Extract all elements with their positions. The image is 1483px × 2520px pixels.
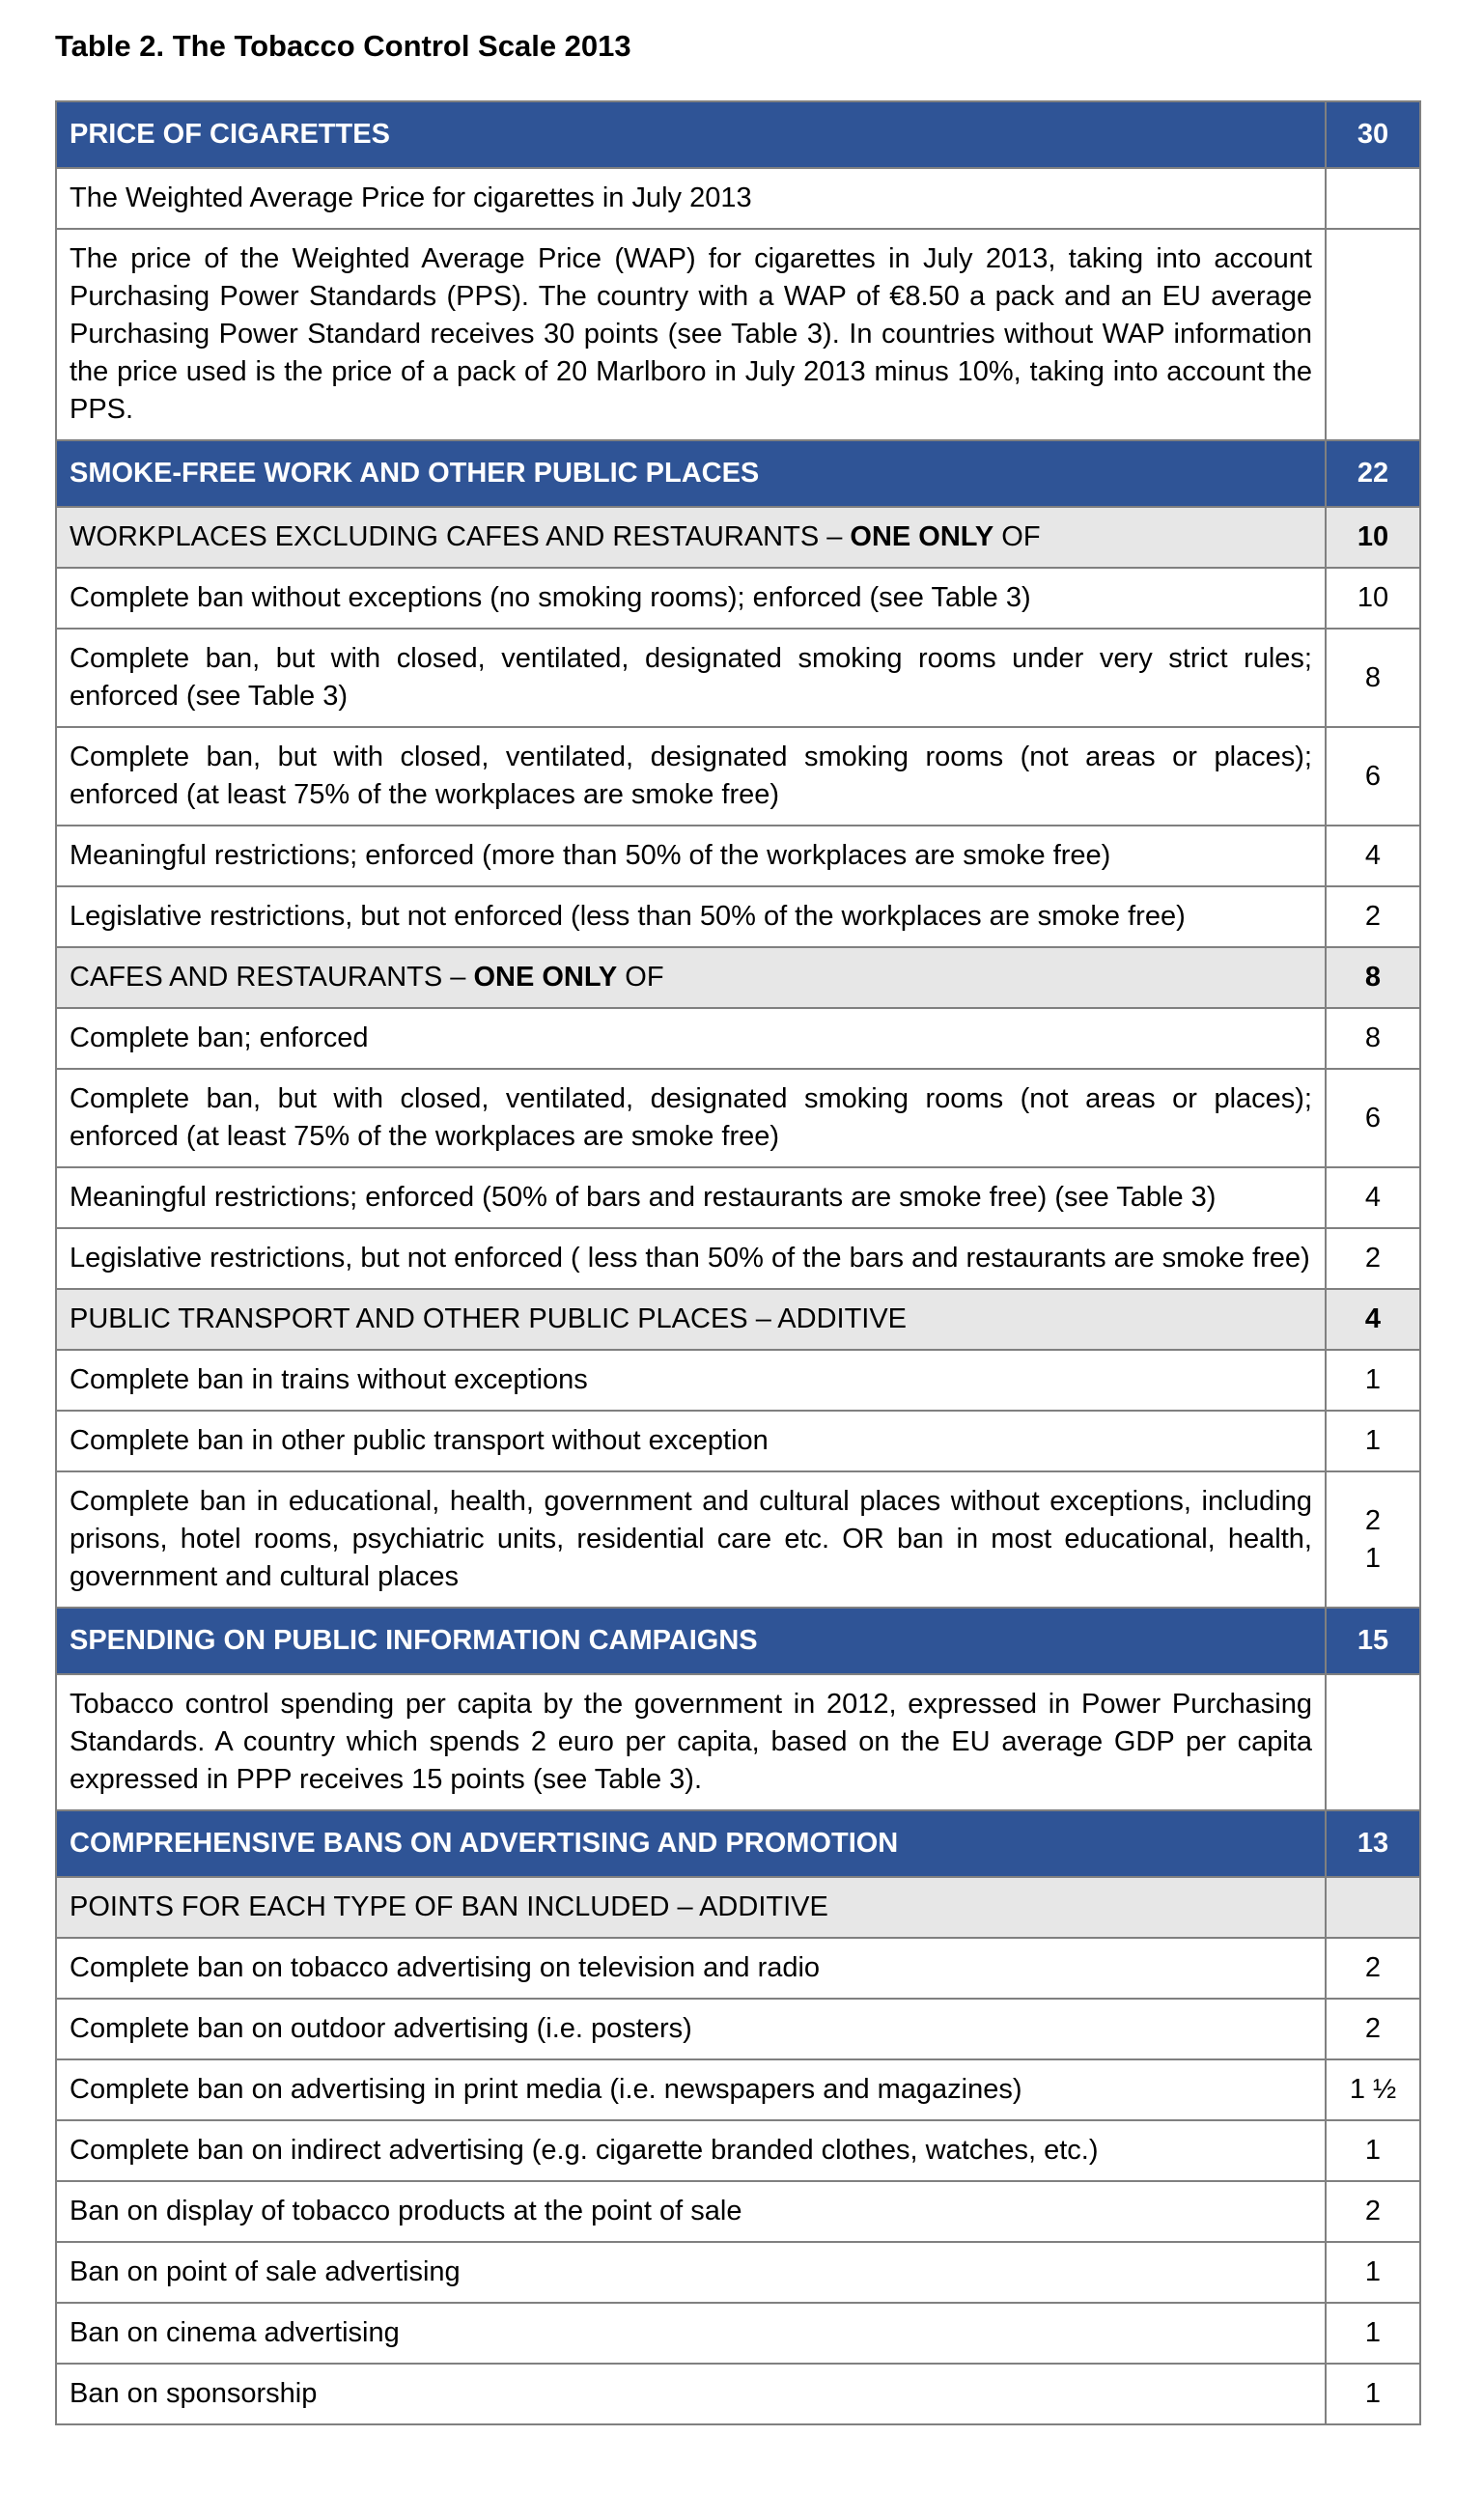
- row-points-cell: [1326, 2364, 1420, 2424]
- points-value: 1 ½: [1349, 2074, 1397, 2105]
- points-value: 1: [1364, 2378, 1382, 2409]
- row-description-cell: [56, 1167, 1326, 1228]
- row-text: Ban on display of tobacco products at the point of sale: [70, 2196, 742, 2226]
- table-row: [56, 1167, 1420, 1228]
- table-row: [56, 1008, 1420, 1069]
- table-row: [56, 229, 1420, 440]
- row-points-cell: [1326, 1228, 1420, 1289]
- points-value: 8: [1364, 1022, 1382, 1053]
- row-description-cell: [56, 1999, 1326, 2059]
- points-value: 1: [1364, 2317, 1382, 2348]
- points-value: 15: [1357, 1625, 1389, 1656]
- row-points-cell: [1326, 1069, 1420, 1167]
- row-points-cell: [1326, 1167, 1420, 1228]
- row-description-cell: [56, 1938, 1326, 1999]
- row-text: Meaningful restrictions; enforced (more than 50% of the workplaces are smoke free): [70, 840, 1111, 871]
- table-row: [56, 1228, 1420, 1289]
- row-points-cell: [1326, 826, 1420, 886]
- row-description-cell: [56, 1877, 1326, 1938]
- row-points-cell: [1326, 1471, 1420, 1608]
- row-text: OF: [617, 962, 664, 993]
- row-text: PUBLIC TRANSPORT AND OTHER PUBLIC PLACES – ADDITIVE: [70, 1303, 908, 1334]
- table-row: [56, 2059, 1420, 2120]
- row-description-cell: [56, 1608, 1326, 1674]
- row-text: Ban on cinema advertising: [70, 2317, 400, 2348]
- row-description-cell: [56, 1411, 1326, 1471]
- row-description-cell: [56, 886, 1326, 947]
- table-row: [56, 1350, 1420, 1411]
- row-description-cell: [56, 1350, 1326, 1411]
- table-row: [56, 1608, 1420, 1674]
- row-text-bold: ONE ONLY: [850, 521, 994, 552]
- points-value: 6: [1364, 1102, 1382, 1134]
- row-text-bold: ONE ONLY: [473, 962, 618, 993]
- row-description-cell: [56, 727, 1326, 826]
- row-text: Complete ban in trains without exceptions: [70, 1364, 588, 1395]
- row-description-cell: [56, 168, 1326, 229]
- row-points-cell: [1326, 1411, 1420, 1471]
- row-text: SMOKE-FREE WORK AND OTHER PUBLIC PLACES: [70, 458, 760, 489]
- points-value: 10: [1357, 521, 1389, 552]
- row-text: CAFES AND RESTAURANTS –: [70, 962, 474, 993]
- points-value: 2: [1364, 2196, 1382, 2226]
- row-points-cell: [1326, 2120, 1420, 2181]
- row-text: Ban on sponsorship: [70, 2378, 318, 2409]
- points-value: 2: [1364, 1243, 1382, 1274]
- row-text: Complete ban on indirect advertising (e.g. cigarette branded clothes, watches, etc.): [70, 2135, 1099, 2166]
- row-points-cell: [1326, 1350, 1420, 1411]
- table-row: [56, 1411, 1420, 1471]
- row-description-cell: [56, 629, 1326, 727]
- points-value: 1: [1364, 1542, 1382, 1574]
- points-value: 1: [1364, 1425, 1382, 1456]
- row-points-cell: [1326, 440, 1420, 507]
- tobacco-control-scale-table: [55, 100, 1421, 2425]
- points-value: 1: [1364, 2256, 1382, 2287]
- row-text: Legislative restrictions, but not enforced ( less than 50% of the bars and restaurants are smoke free): [70, 1243, 1310, 1274]
- row-description-cell: [56, 947, 1326, 1008]
- row-text: Complete ban, but with closed, ventilated, designated smoking rooms (not areas or places); enforced (at least 75% of the workplaces are smoke free): [70, 742, 1312, 810]
- row-description-cell: [56, 2303, 1326, 2364]
- row-description-cell: [56, 1810, 1326, 1877]
- row-description-cell: [56, 1069, 1326, 1167]
- row-description-cell: [56, 2059, 1326, 2120]
- row-text: Complete ban on advertising in print media (i.e. newspapers and magazines): [70, 2074, 1022, 2105]
- row-points-cell: [1326, 947, 1420, 1008]
- row-text: PRICE OF CIGARETTES: [70, 119, 390, 150]
- row-description-cell: [56, 1674, 1326, 1810]
- row-text: Ban on point of sale advertising: [70, 2256, 461, 2287]
- points-value: 22: [1357, 458, 1389, 489]
- row-points-cell: [1326, 101, 1420, 168]
- row-points-cell: [1326, 2181, 1420, 2242]
- row-text: Complete ban in educational, health, government and cultural places without exceptions, including prisons, hotel rooms, psychiatric units, residential care etc. OR ban in most educational, health, government and cultural places: [70, 1486, 1312, 1592]
- row-points-cell: [1326, 1810, 1420, 1877]
- row-text: OF: [993, 521, 1041, 552]
- row-points-cell: [1326, 229, 1420, 440]
- row-description-cell: [56, 1289, 1326, 1350]
- row-points-cell: [1326, 168, 1420, 229]
- row-points-cell: [1326, 1938, 1420, 1999]
- row-description-cell: [56, 1228, 1326, 1289]
- points-value: 2: [1364, 1504, 1382, 1536]
- row-points-cell: [1326, 1674, 1420, 1810]
- points-value: 1: [1364, 1364, 1382, 1395]
- points-value: 13: [1357, 1828, 1389, 1859]
- table-row: [56, 826, 1420, 886]
- table-row: [56, 886, 1420, 947]
- row-description-cell: [56, 568, 1326, 629]
- table-row: [56, 2120, 1420, 2181]
- row-description-cell: [56, 507, 1326, 568]
- row-description-cell: [56, 2120, 1326, 2181]
- table-row: [56, 2242, 1420, 2303]
- table-row: [56, 1471, 1420, 1608]
- points-value: 6: [1364, 760, 1382, 792]
- row-text: Complete ban; enforced: [70, 1022, 369, 1053]
- table-row: [56, 568, 1420, 629]
- table-body: [56, 101, 1420, 2424]
- row-description-cell: [56, 2242, 1326, 2303]
- row-points-cell: [1326, 629, 1420, 727]
- table-row: [56, 101, 1420, 168]
- points-value: 4: [1364, 840, 1382, 871]
- row-description-cell: [56, 1471, 1326, 1608]
- row-description-cell: [56, 101, 1326, 168]
- row-points-cell: [1326, 507, 1420, 568]
- row-text: SPENDING ON PUBLIC INFORMATION CAMPAIGNS: [70, 1625, 758, 1656]
- row-text: Legislative restrictions, but not enforced (less than 50% of the workplaces are smoke free): [70, 901, 1186, 932]
- row-points-cell: [1326, 2303, 1420, 2364]
- row-text: Complete ban, but with closed, ventilated, designated smoking rooms under very strict rules; enforced (see Table 3): [70, 643, 1312, 712]
- row-text: Meaningful restrictions; enforced (50% of bars and restaurants are smoke free) (see Table 3): [70, 1182, 1217, 1213]
- row-description-cell: [56, 826, 1326, 886]
- table-row: [56, 507, 1420, 568]
- row-points-cell: [1326, 1877, 1420, 1938]
- row-points-cell: [1326, 1289, 1420, 1350]
- row-description-cell: [56, 440, 1326, 507]
- points-value: 4: [1364, 1303, 1382, 1334]
- table-row: [56, 1674, 1420, 1810]
- table-row: [56, 2364, 1420, 2424]
- points-value: 2: [1364, 901, 1382, 932]
- table-row: [56, 947, 1420, 1008]
- row-text: The Weighted Average Price for cigarettes in July 2013: [70, 182, 752, 213]
- table-row: [56, 727, 1420, 826]
- row-text: Tobacco control spending per capita by the government in 2012, expressed in Power Purchasing Standards. A country which spends 2 euro per capita, based on the EU average GDP per capita expressed in PPP receives 15 points (see Table 3).: [70, 1689, 1312, 1795]
- table-row: [56, 2303, 1420, 2364]
- row-text: Complete ban on outdoor advertising (i.e. posters): [70, 2013, 692, 2044]
- table-row: [56, 1289, 1420, 1350]
- table-row: [56, 1877, 1420, 1938]
- row-description-cell: [56, 2364, 1326, 2424]
- row-text: WORKPLACES EXCLUDING CAFES AND RESTAURANTS –: [70, 521, 851, 552]
- points-value: 8: [1364, 661, 1382, 693]
- row-text: Complete ban, but with closed, ventilated, designated smoking rooms (not areas or places); enforced (at least 75% of the workplaces are smoke free): [70, 1083, 1312, 1152]
- table-row: [56, 2181, 1420, 2242]
- table-row: [56, 440, 1420, 507]
- row-text: Complete ban on tobacco advertising on television and radio: [70, 1952, 821, 1983]
- row-description-cell: [56, 229, 1326, 440]
- row-text: The price of the Weighted Average Price (WAP) for cigarettes in July 2013, taking into account Purchasing Power Standards (PPS). The country with a WAP of €8.50 a pack and an EU average Purchasing Power Standard receives 30 points (see Table 3). In countries without WAP information the price used is the price of a pack of 20 Marlboro in July 2013 minus 10%, taking into account the PPS.: [70, 243, 1312, 425]
- row-text: POINTS FOR EACH TYPE OF BAN INCLUDED – ADDITIVE: [70, 1891, 828, 1922]
- row-text: Complete ban in other public transport without exception: [70, 1425, 769, 1456]
- row-points-cell: [1326, 568, 1420, 629]
- table-row: [56, 168, 1420, 229]
- row-points-cell: [1326, 2059, 1420, 2120]
- row-description-cell: [56, 1008, 1326, 1069]
- points-value: 10: [1357, 582, 1389, 613]
- points-value: 4: [1364, 1182, 1382, 1213]
- table-row: [56, 1999, 1420, 2059]
- row-points-cell: [1326, 2242, 1420, 2303]
- table-row: [56, 1069, 1420, 1167]
- table-row: [56, 1810, 1420, 1877]
- row-text: Complete ban without exceptions (no smoking rooms); enforced (see Table 3): [70, 582, 1031, 613]
- row-description-cell: [56, 2181, 1326, 2242]
- points-value: 30: [1357, 119, 1389, 150]
- row-points-cell: [1326, 1008, 1420, 1069]
- points-value: 8: [1364, 962, 1382, 993]
- row-points-cell: [1326, 1999, 1420, 2059]
- row-text: COMPREHENSIVE BANS ON ADVERTISING AND PROMOTION: [70, 1828, 899, 1859]
- points-value: 2: [1364, 1952, 1382, 1983]
- row-points-cell: [1326, 886, 1420, 947]
- points-value: 2: [1364, 2013, 1382, 2044]
- table-row: [56, 1938, 1420, 1999]
- table-row: [56, 629, 1420, 727]
- row-points-cell: [1326, 727, 1420, 826]
- row-points-cell: [1326, 1608, 1420, 1674]
- points-value: 1: [1364, 2135, 1382, 2166]
- page-title: Table 2. The Tobacco Control Scale 2013: [55, 29, 631, 63]
